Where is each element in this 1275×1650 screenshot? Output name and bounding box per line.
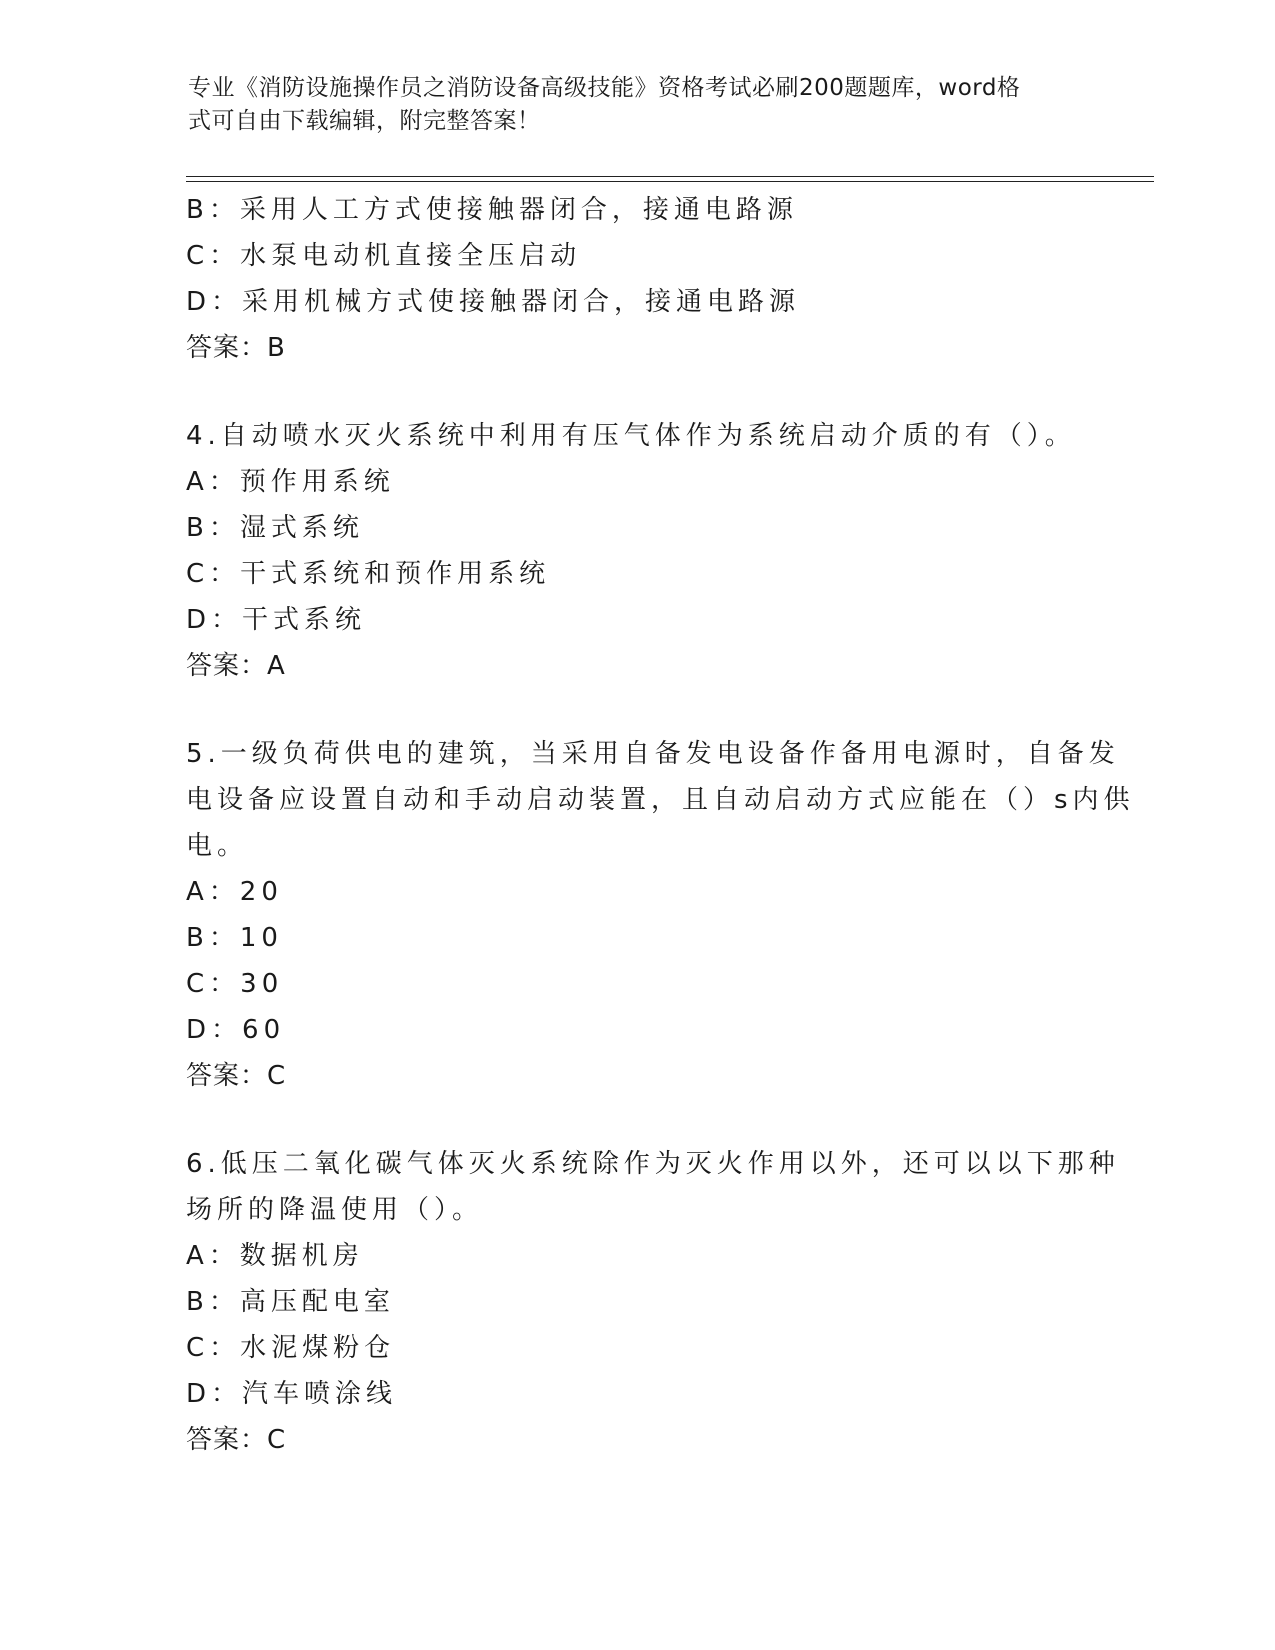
question-5 bbox=[186, 731, 1135, 1099]
option-b: B：湿式系统 bbox=[186, 513, 364, 543]
option-c: C：30 bbox=[186, 969, 284, 999]
header-line-2: 式可自由下载编辑，附完整答案！ bbox=[188, 108, 541, 134]
option-d: D：干式系统 bbox=[186, 605, 367, 635]
document-header bbox=[188, 72, 1068, 138]
question-stem-line-1: 5.一级负荷供电的建筑，当采用自备发电设备作备用电源时，自备发 bbox=[186, 739, 1120, 769]
option-c: C：水泵电动机直接全压启动 bbox=[186, 241, 582, 271]
option-b: B：高压配电室 bbox=[186, 1287, 395, 1317]
answer-line: 答案：A bbox=[186, 651, 286, 681]
header-rule-bottom bbox=[186, 181, 1154, 182]
option-a: A：数据机房 bbox=[186, 1241, 364, 1271]
option-d: D：汽车喷涂线 bbox=[186, 1379, 398, 1409]
question-4 bbox=[186, 413, 1086, 689]
option-d: D：采用机械方式使接触器闭合，接通电路源 bbox=[186, 287, 801, 317]
option-a: A：预作用系统 bbox=[186, 467, 395, 497]
question-stem-line-1: 6.低压二氧化碳气体灭火系统除作为灭火作用以外，还可以以下那种 bbox=[186, 1149, 1120, 1179]
option-d: D：60 bbox=[186, 1015, 286, 1045]
option-b: B：采用人工方式使接触器闭合，接通电路源 bbox=[186, 195, 798, 225]
option-c: C：水泥煤粉仓 bbox=[186, 1333, 396, 1363]
question-stem-line-2: 场所的降温使用（）。 bbox=[186, 1195, 484, 1225]
option-c: C：干式系统和预作用系统 bbox=[186, 559, 551, 589]
question-stem: 4.自动喷水灭火系统中利用有压气体作为系统启动介质的有（）。 bbox=[186, 421, 1076, 451]
answer-line: 答案：C bbox=[186, 1425, 287, 1455]
question-content bbox=[186, 187, 1135, 1463]
header-rule-top bbox=[186, 176, 1154, 177]
question-3-continued bbox=[186, 187, 1086, 371]
header-line-1: 专业《消防设施操作员之消防设备高级技能》资格考试必刷200题题库，word格 bbox=[188, 75, 1021, 101]
option-b: B：10 bbox=[186, 923, 283, 953]
answer-line: 答案：C bbox=[186, 1061, 287, 1091]
question-stem-line-3: 电。 bbox=[186, 831, 249, 861]
question-stem-line-2: 电设备应设置自动和手动启动装置，且自动启动方式应能在（）s内供 bbox=[186, 785, 1135, 815]
question-6 bbox=[186, 1141, 1120, 1463]
answer-line: 答案：B bbox=[186, 333, 286, 363]
option-a: A：20 bbox=[186, 877, 283, 907]
